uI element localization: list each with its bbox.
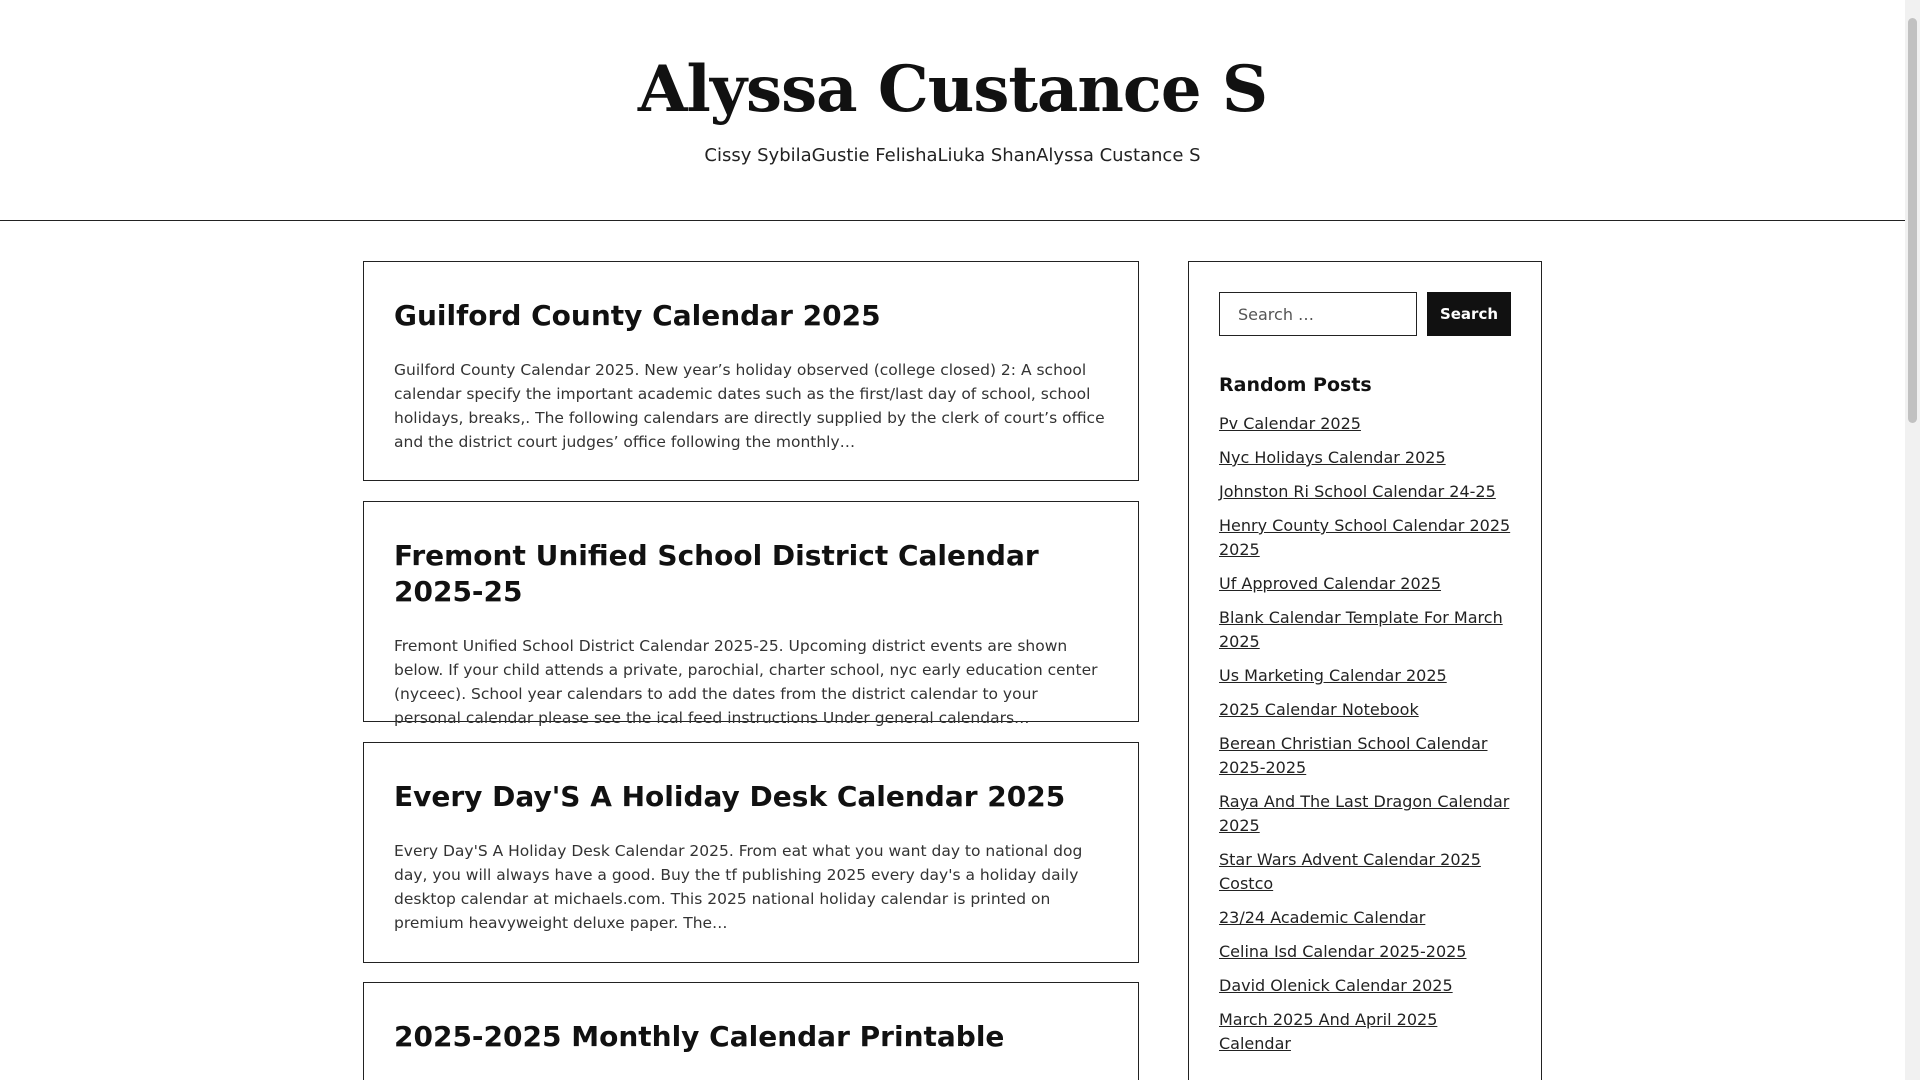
random-post-link[interactable]: March 2025 And April 2025 Calendar bbox=[1219, 1010, 1438, 1053]
random-post-link[interactable]: Uf Approved Calendar 2025 bbox=[1219, 574, 1442, 593]
search-form bbox=[1219, 292, 1511, 336]
post-excerpt: Guilford County Calendar 2025. New year’s holiday observed (college closed) 2: A school calendar specify the important academic dates such as the first/last day of school, school holidays, breaks,. The following calendars are directly supplied by the clerk of court’s office and the district court judges’ office following the monthly… bbox=[394, 361, 1105, 451]
list-item bbox=[1219, 480, 1511, 504]
random-posts-heading: Random Posts bbox=[1219, 374, 1372, 396]
site-header bbox=[0, 0, 1905, 221]
list-item bbox=[1219, 664, 1511, 688]
post-card bbox=[363, 501, 1139, 727]
random-post-link[interactable]: Us Marketing Calendar 2025 bbox=[1219, 666, 1447, 685]
list-item bbox=[1219, 790, 1511, 838]
random-post-link[interactable]: Johnston Ri School Calendar 24-25 bbox=[1219, 482, 1496, 501]
list-item bbox=[1219, 848, 1511, 896]
post-title[interactable]: Guilford County Calendar 2025 bbox=[394, 299, 881, 332]
random-post-link[interactable]: Nyc Holidays Calendar 2025 bbox=[1219, 448, 1446, 467]
search-button[interactable]: Search bbox=[1427, 292, 1511, 336]
top-nav bbox=[0, 144, 1905, 168]
search-input[interactable] bbox=[1219, 292, 1417, 336]
post-card bbox=[363, 982, 1139, 1080]
list-item bbox=[1219, 906, 1511, 930]
random-post-link[interactable]: Blank Calendar Template For March 2025 bbox=[1219, 608, 1503, 651]
post-excerpt: Fremont Unified School District Calendar 2025-25. Upcoming district events are shown below. If your child attends a private, parochial, charter school, nyc early education center (nyceec). School year calendars to add the dates from the district calendar to your personal calendar please see the ical feed instructions Under general calendars… bbox=[394, 637, 1098, 727]
list-item bbox=[1219, 446, 1511, 470]
random-post-link[interactable]: 2025 Calendar Notebook bbox=[1219, 700, 1419, 719]
nav-link-cissy-sybila[interactable]: Cissy Sybila bbox=[704, 145, 812, 166]
site-title[interactable]: Alyssa Custance S bbox=[637, 52, 1268, 127]
list-item bbox=[1219, 1008, 1511, 1056]
nav-link-alyssa-custance-s[interactable]: Alyssa Custance S bbox=[1036, 145, 1201, 166]
post-card bbox=[363, 261, 1139, 481]
nav-link-gustie-felisha[interactable]: Gustie Felisha bbox=[811, 145, 938, 166]
random-post-link[interactable]: Raya And The Last Dragon Calendar 2025 bbox=[1219, 792, 1510, 835]
post-title[interactable]: 2025-2025 Monthly Calendar Printable bbox=[394, 1020, 1005, 1053]
post-card bbox=[363, 742, 1139, 963]
random-post-link[interactable]: Berean Christian School Calendar 2025-2025 bbox=[1219, 734, 1488, 777]
post-excerpt: Every Day'S A Holiday Desk Calendar 2025. From eat what you want day to national dog day, you will always have a good. Buy the tf publishing 2025 every day's a holiday daily desktop calendar at michaels.com. This 2025 national holiday calendar is printed on premium heavyweight deluxe paper. The… bbox=[394, 842, 1083, 932]
random-posts-list bbox=[1219, 412, 1511, 1056]
nav-link-liuka-shan[interactable]: Liuka Shan bbox=[937, 145, 1037, 166]
list-item bbox=[1219, 974, 1511, 998]
list-item bbox=[1219, 732, 1511, 780]
random-post-link[interactable]: Henry County School Calendar 2025 2025 bbox=[1219, 516, 1511, 559]
list-item bbox=[1219, 606, 1511, 654]
post-title[interactable]: Every Day'S A Holiday Desk Calendar 2025 bbox=[394, 780, 1066, 813]
random-post-link[interactable]: David Olenick Calendar 2025 bbox=[1219, 976, 1453, 995]
random-post-link[interactable]: Pv Calendar 2025 bbox=[1219, 414, 1361, 433]
list-item bbox=[1219, 412, 1511, 436]
random-post-link[interactable]: Celina Isd Calendar 2025-2025 bbox=[1219, 942, 1467, 961]
list-item bbox=[1219, 698, 1511, 722]
random-post-link[interactable]: Star Wars Advent Calendar 2025 Costco bbox=[1219, 850, 1481, 893]
random-post-link[interactable]: 23/24 Academic Calendar bbox=[1219, 908, 1426, 927]
list-item bbox=[1219, 514, 1511, 562]
sidebar bbox=[1188, 261, 1542, 1080]
post-title[interactable]: Fremont Unified School District Calendar 2025-25 bbox=[394, 539, 1039, 608]
scrollbar-thumb[interactable] bbox=[1908, 18, 1917, 423]
list-item bbox=[1219, 572, 1511, 596]
list-item bbox=[1219, 940, 1511, 964]
page-scrollbar[interactable] bbox=[1905, 0, 1920, 1080]
